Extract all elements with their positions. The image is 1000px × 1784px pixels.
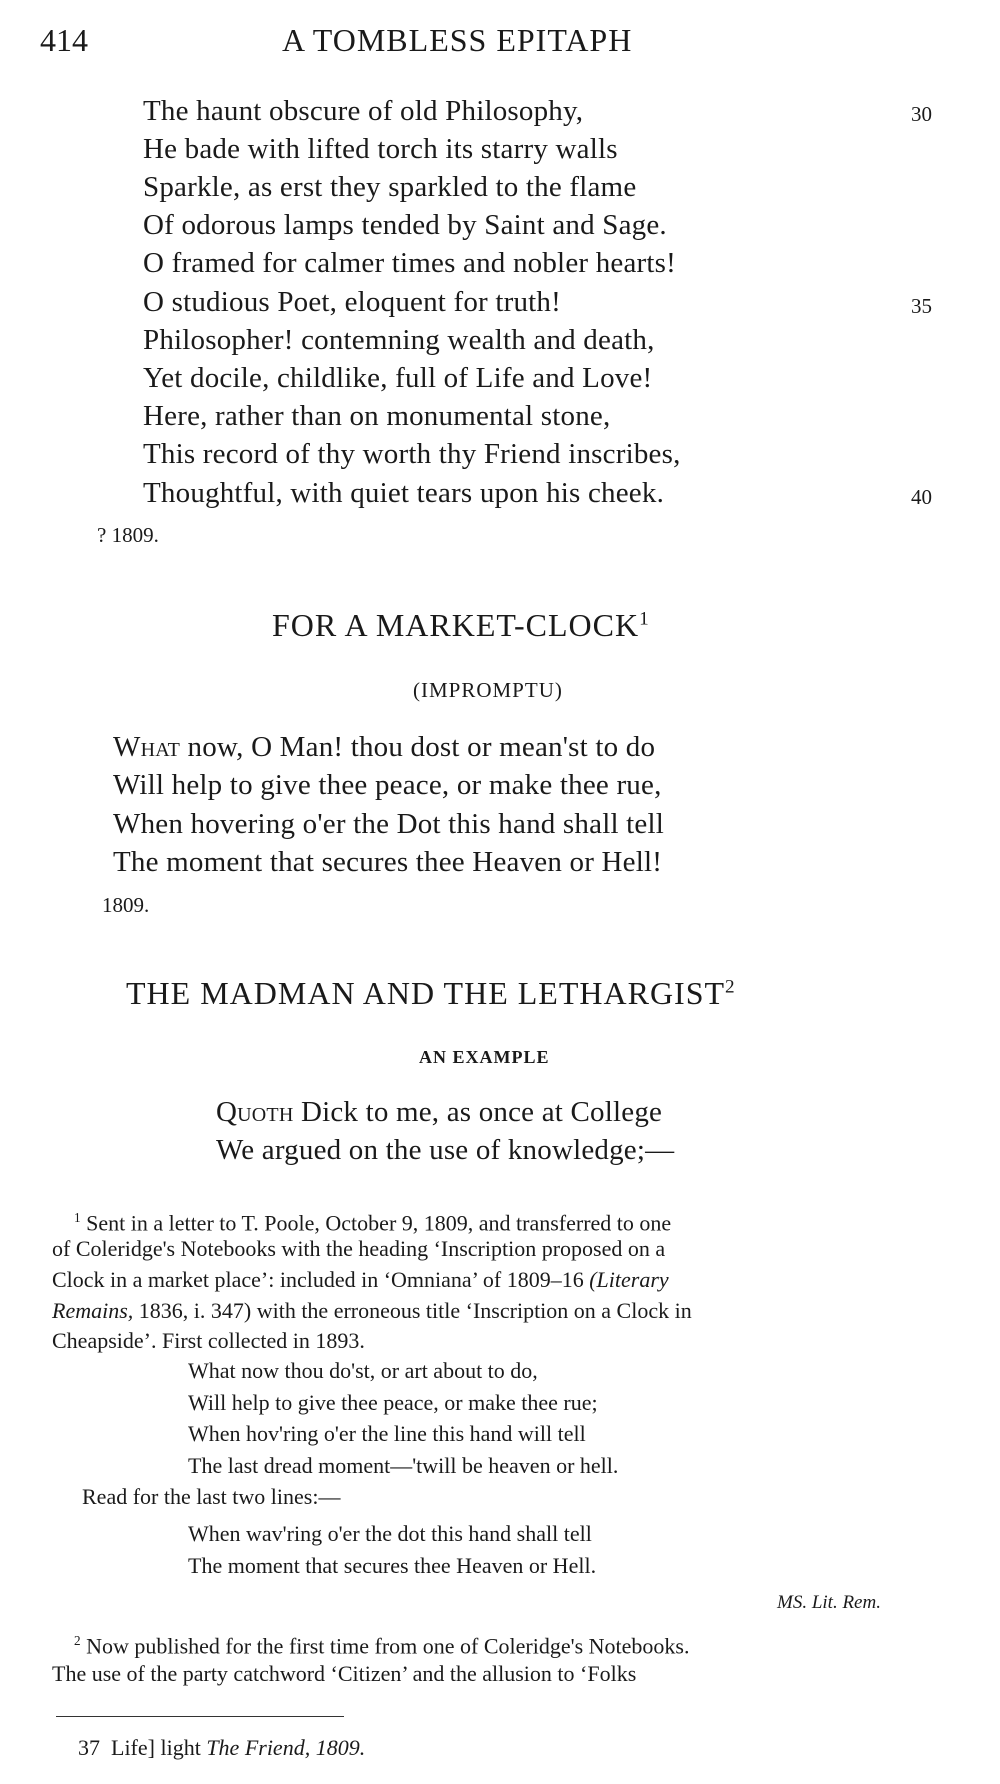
- footnote-text: Sent in a letter to T. Poole, October 9, 1809, and transferred to one: [86, 1210, 672, 1236]
- poem-line: O studious Poet, eloquent for truth!: [143, 286, 561, 318]
- quoted-line: When wav'ring o'er the dot this hand shall tell: [188, 1521, 592, 1546]
- poem-line: He bade with lifted torch its starry walls: [143, 133, 618, 165]
- poem-line: [216, 1096, 662, 1129]
- footnote-line: The use of the party catchword ‘Citizen’ and the allusion to ‘Folks: [52, 1661, 637, 1686]
- read-for-note: Read for the last two lines:—: [82, 1484, 341, 1509]
- line-number: 40: [911, 485, 932, 509]
- variant-text: Life] light: [111, 1735, 201, 1760]
- poem-line: Philosopher! contemning wealth and death,: [143, 324, 655, 356]
- footnote-line: [52, 1296, 692, 1326]
- footnote-ref: 2: [725, 976, 736, 998]
- footnote-text: Now published for the first time from one of Coleridge's Notebooks.: [86, 1633, 690, 1659]
- variant-note: [78, 1735, 365, 1761]
- poem-line: The haunt obscure of old Philosophy,: [143, 95, 584, 127]
- section-subtitle: (IMPROMPTU): [413, 678, 563, 702]
- footnote-text: Clock in a market place’: included in ‘Omniana’ of 1809–16: [52, 1267, 584, 1292]
- quoted-line: When hov'ring o'er the line this hand will tell: [188, 1421, 586, 1446]
- first-word: What: [113, 731, 181, 763]
- poem-line: Yet docile, childlike, full of Life and Love!: [143, 362, 653, 394]
- line-number: 30: [911, 102, 932, 126]
- poem-line: O framed for calmer times and nobler hearts!: [143, 247, 676, 279]
- section-title: [272, 607, 650, 644]
- page-number: 414: [40, 22, 88, 58]
- footnote-text: 1836, i. 347) with the erroneous title ‘Inscription on a Clock in: [138, 1298, 692, 1323]
- poem-line: The moment that secures thee Heaven or Hell!: [113, 846, 663, 878]
- footnote-mark: 1: [74, 1210, 81, 1225]
- footnote-line: [74, 1626, 689, 1661]
- poem-line: Will help to give thee peace, or make thee rue,: [113, 769, 662, 801]
- footnote-rule: [56, 1716, 344, 1717]
- section-subtitle: AN EXAMPLE: [419, 1047, 550, 1067]
- poem-line: Sparkle, as erst they sparkled to the flame: [143, 171, 637, 203]
- source-note: MS. Lit. Rem.: [777, 1592, 881, 1613]
- footnote-mark: 2: [74, 1633, 81, 1648]
- variant-source: The Friend, 1809.: [206, 1735, 366, 1760]
- poem-line: [113, 731, 655, 764]
- poem-line: Here, rather than on monumental stone,: [143, 400, 611, 432]
- variant-line-number: 37: [78, 1735, 100, 1760]
- poem-date: 1809.: [102, 893, 150, 917]
- footnote-line: Cheapside’. First collected in 1893.: [52, 1328, 365, 1353]
- poem-line: This record of thy worth thy Friend inscribes,: [143, 438, 681, 470]
- running-title: A TOMBLESS EPITAPH: [282, 22, 633, 58]
- first-word: Quoth: [216, 1096, 294, 1128]
- line-rest: Dick to me, as once at College: [293, 1096, 663, 1128]
- footnote-italic: Remains,: [52, 1298, 134, 1323]
- title-text: THE MADMAN AND THE LETHARGIST: [126, 975, 726, 1011]
- poem-line: When hovering o'er the Dot this hand shall tell: [113, 808, 664, 840]
- quoted-line: The moment that secures thee Heaven or Hell.: [188, 1553, 597, 1578]
- line-rest: now, O Man! thou dost or mean'st to do: [180, 731, 656, 763]
- quoted-line: Will help to give thee peace, or make thee rue;: [188, 1390, 598, 1415]
- quoted-line: The last dread moment—'twill be heaven or hell.: [188, 1453, 619, 1478]
- footnote-ref: 1: [639, 608, 650, 630]
- section-title: [126, 975, 736, 1012]
- footnote-italic: (Literary: [589, 1267, 669, 1292]
- poem-line: We argued on the use of knowledge;—: [216, 1134, 675, 1166]
- title-text: FOR A MARKET-CLOCK: [272, 607, 640, 643]
- poem-line: Of odorous lamps tended by Saint and Sage.: [143, 209, 667, 241]
- footnote-line: [52, 1265, 669, 1295]
- quoted-line: What now thou do'st, or art about to do,: [188, 1358, 538, 1383]
- footnote-line: of Coleridge's Notebooks with the heading ‘Inscription proposed on a: [52, 1236, 666, 1261]
- epitaph-date: ? 1809.: [97, 523, 159, 547]
- poem-line: Thoughtful, with quiet tears upon his cheek.: [143, 477, 665, 509]
- line-number: 35: [911, 294, 932, 318]
